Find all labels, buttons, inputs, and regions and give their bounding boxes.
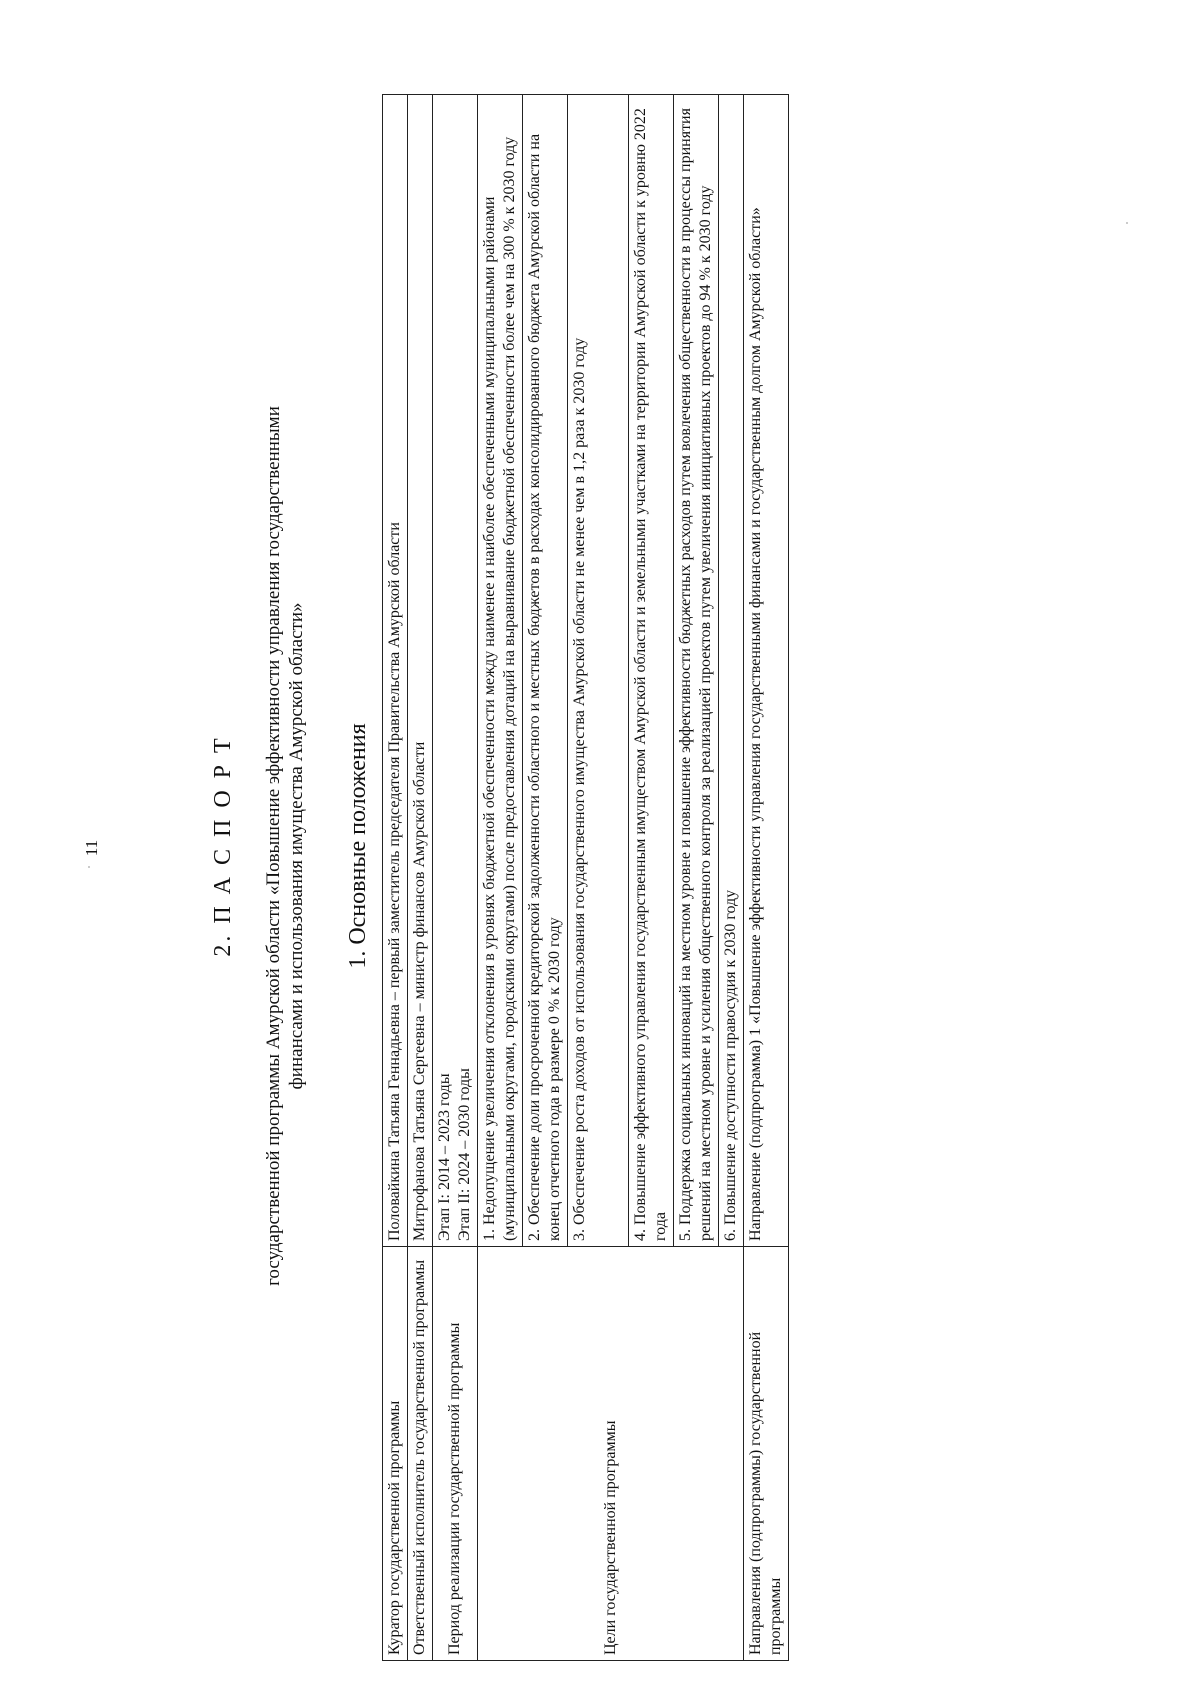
passport-table	[382, 94, 789, 1661]
goal-item: 4. Повышение эффективного управления государственным имуществом Амурской области и земельными участками на территории Амурской области к уровню 2022 года	[629, 95, 674, 1247]
row-value	[433, 95, 478, 1247]
period-stage-2: Этап II: 2024 – 2030 годы	[456, 1068, 473, 1241]
row-value: Половайкина Татьяна Геннадьевна – первый заместитель председателя Правительства Амурской области	[383, 95, 408, 1247]
goal-item: 3. Обеспечение роста доходов от использования государственного имущества Амурской области не менее чем в 1,2 раза к 2030 году	[568, 95, 629, 1247]
table-row-directions	[744, 95, 789, 1661]
row-label: Ответственный исполнитель государственной программы	[408, 1247, 433, 1661]
table-row-period	[433, 95, 478, 1661]
goal-item: 5. Поддержка социальных инноваций на местном уровне и повышение эффективности бюджетных расходов путем вовлечения общественности в процессы принятия решений на местном уровне и усиления общественного контроля за реализацией проектов путем увеличения инициативных проектов до 94 % к 2030 году	[674, 95, 719, 1247]
row-label: Цели государственной программы	[478, 1247, 744, 1661]
row-value: Митрофанова Татьяна Сергеевна – министр финансов Амурской области	[408, 95, 433, 1247]
goal-item: 2. Обеспечение доли просроченной кредиторской задолженности областного и местных бюджетов в расходах консолидированного бюджета Амурской области на конец отчетного года в размере 0 % к 2030 году	[523, 95, 568, 1247]
table-row-goals	[478, 95, 523, 1661]
section-heading: 1. Основные положения	[345, 723, 371, 969]
table-row-executor	[408, 95, 433, 1661]
period-stage-1: Этап I: 2014 – 2023 годы	[436, 1073, 453, 1241]
document-subtitle: государственной программы Амурской области «Повышение эффективности управления государственными финансами и использования имущества Амурской области»	[263, 406, 307, 1286]
goal-item: 1. Недопущение увеличения отклонения в уровнях бюджетной обеспеченности между наименее и наиболее обеспеченными муниципальными районами (муниципальными округами, городскими округами) после предоставления дотаций на выравнивание бюджетной обеспеченности более чем на 300 % к 2030 году	[478, 95, 523, 1247]
row-label: Направления (подпрограммы) государственной программы	[744, 1247, 789, 1661]
table-row-curator	[383, 95, 408, 1661]
row-label: Куратор государственной программы	[383, 1247, 408, 1661]
scan-speck	[88, 866, 90, 868]
goal-item: 6. Повышение доступности правосудия к 2030 году	[719, 95, 744, 1247]
row-value: Направление (подпрограмма) 1 «Повышение эффективности управления государственными финансами и государственным долгом Амурской области»	[744, 95, 789, 1247]
page-number: 11	[82, 839, 101, 857]
row-label: Период реализации государственной программы	[433, 1247, 478, 1661]
document-title: 2. П А С П О Р Т	[210, 735, 236, 957]
scan-speck	[1126, 222, 1128, 224]
